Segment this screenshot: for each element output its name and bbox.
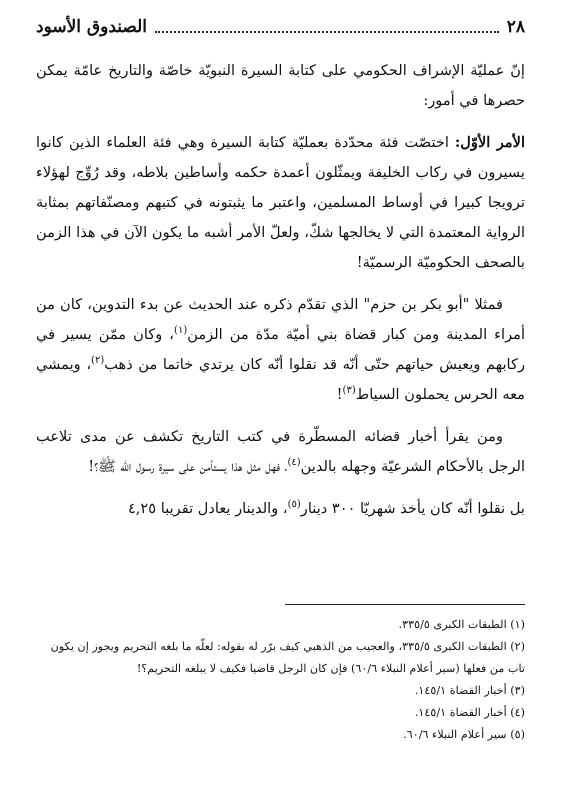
page-number: ٢٨ — [506, 17, 525, 37]
header-dotted-leader — [155, 31, 499, 33]
salary-text-a: بل نقلوا أنّه كان يأخذ شهريّا ٣٠٠ دينار — [300, 500, 525, 517]
example-text-d: ! — [336, 386, 343, 403]
paragraph-first-matter — [36, 128, 525, 278]
example-text-a: فمثلا "أبو بكر بن حزم" الذي تقدّم ذكره عند الحديث عن بدء التدوين، كان من أمراء المدينة ومن كبار قضاة بني أميّة مدّة من الزمن — [36, 296, 526, 343]
paragraph-judgments — [36, 422, 525, 482]
salary-text-b: ، والدينار يعادل تقريبا ٤,٢٥ — [127, 500, 288, 517]
footnote-ref-4[interactable]: (٤) — [287, 457, 301, 469]
running-title: الصندوق الأسود — [36, 17, 148, 37]
judgments-text-a: ومن يقرأ أخبار قضائه المسطّرة في كتب التاريخ تكشف عن مدى تلاعب الرجل بالأحكام الشرعيّة وجهله بالدين — [36, 428, 525, 475]
paragraph-example — [36, 290, 525, 410]
first-matter-heading: الأمر الأوّل: — [454, 134, 525, 151]
footnote-3: (٣) أخبار القضاة ١٤٥/١. — [414, 684, 525, 697]
example-text-c: ، ويمشي معه الحرس يحملون السياط — [36, 356, 525, 403]
page-header — [36, 14, 525, 40]
footnote-separator — [285, 604, 525, 605]
footnote-1: (١) الطبقات الكبرى ٣٣٥/٥. — [398, 618, 525, 631]
body-text — [36, 56, 525, 536]
footnote-ref-5[interactable]: (٥) — [287, 499, 301, 511]
footnote-2: (٢) الطبقات الكبرى ٣٣٥/٥، والعجيب من الذهبي كيف برّر له بقوله: لعلّه ما بلغه التحريم ويجوز إن يكون تاب من فعلها (سير أعلام النبلاء ٦٠/٦) فإن كان الرجل قاضيا فكيف لا يبلغه التحريم؟! — [50, 640, 525, 675]
paragraph-salary — [36, 494, 525, 524]
paragraph-intro-text: إنّ عمليّة الإشراف الحكومي على كتابة السيرة النبويّة خاصّة والتاريخ عامّة يمكن حصرها في أمور: — [36, 62, 525, 109]
footnote-5: (٥) سير أعلام النبلاء ٦٠/٦. — [403, 728, 525, 741]
paragraph-intro — [36, 56, 525, 116]
example-text-b: ، وكان ممّن يسير في ركابهم ويعيش حياتهم حتّى أنّه قد نقلوا أنّه كان يرتدي خاتما من ذهب — [36, 326, 525, 373]
judgments-text-b: ، فهل مثل هذا يستأمن على سيرة رسول الله ﷺ؟! — [88, 458, 288, 475]
first-matter-text: اختصّت فئة محدّدة بعمليّة كتابة السيرة وهي فئة العلماء الذين كانوا يسيرون في ركاب الخليفة ويمثّلون أعمدة حكمه وأساطين بلاطه، وقد رُوِّج لهؤلاء ترويجا كبيرا في أوساط المسلمين، واعتبر ما يثبتونه في كتبهم ومصنّفاتهم بمثابة الرواية المعتمدة التي لا يخالجها شكّ، ولعلّ الأمر أشبه ما يكون الآن في هذا الزمن بالصحف الحكوميّة الرسميّة! — [36, 134, 526, 271]
footnote-4: (٤) أخبار القضاة ١٤٥/١. — [414, 706, 525, 719]
footnotes — [36, 614, 525, 746]
footnote-ref-2[interactable]: (٢) — [91, 355, 105, 367]
footnote-ref-3[interactable]: (٣) — [342, 385, 356, 397]
footnote-ref-1[interactable]: (١) — [174, 325, 188, 337]
